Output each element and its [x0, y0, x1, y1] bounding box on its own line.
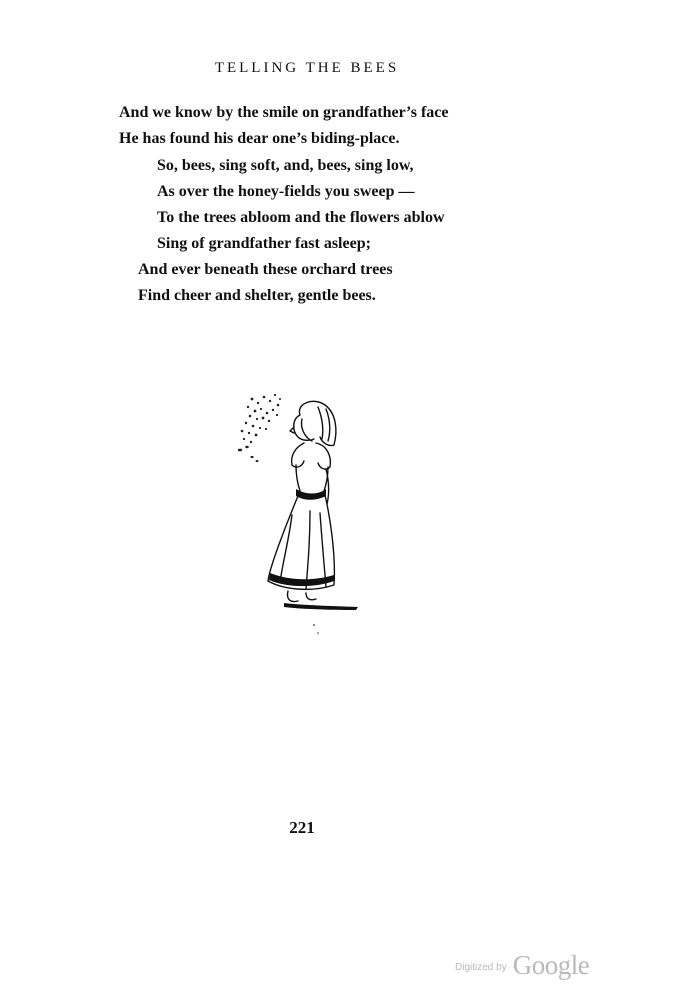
poem-line: He has found his dear one’s biding-place.	[119, 130, 400, 147]
running-head-title: TELLING THE BEES	[214, 60, 400, 76]
poem-line: To the trees abloom and the flowers ablow	[157, 209, 445, 226]
watermark-prefix: Digitized by	[455, 962, 507, 973]
page-number: 221	[289, 818, 315, 837]
poem-line: Find cheer and shelter, gentle bees.	[138, 287, 376, 304]
digitized-by-google-watermark	[455, 950, 589, 981]
poem-line: As over the honey-fields you sweep —	[157, 183, 415, 200]
girl-with-bees-illustration-icon	[230, 385, 370, 645]
poem-line: And we know by the smile on grandfather’s face	[119, 104, 449, 121]
poem-line: And ever beneath these orchard trees	[138, 261, 393, 278]
poem-line: Sing of grandfather fast asleep;	[157, 235, 371, 252]
bee-swarm-icon	[238, 394, 281, 462]
watermark-brand-logo: Google	[512, 950, 590, 980]
poem-line: So, bees, sing soft, and, bees, sing low,	[157, 157, 414, 174]
girl-figure-icon	[268, 401, 336, 601]
